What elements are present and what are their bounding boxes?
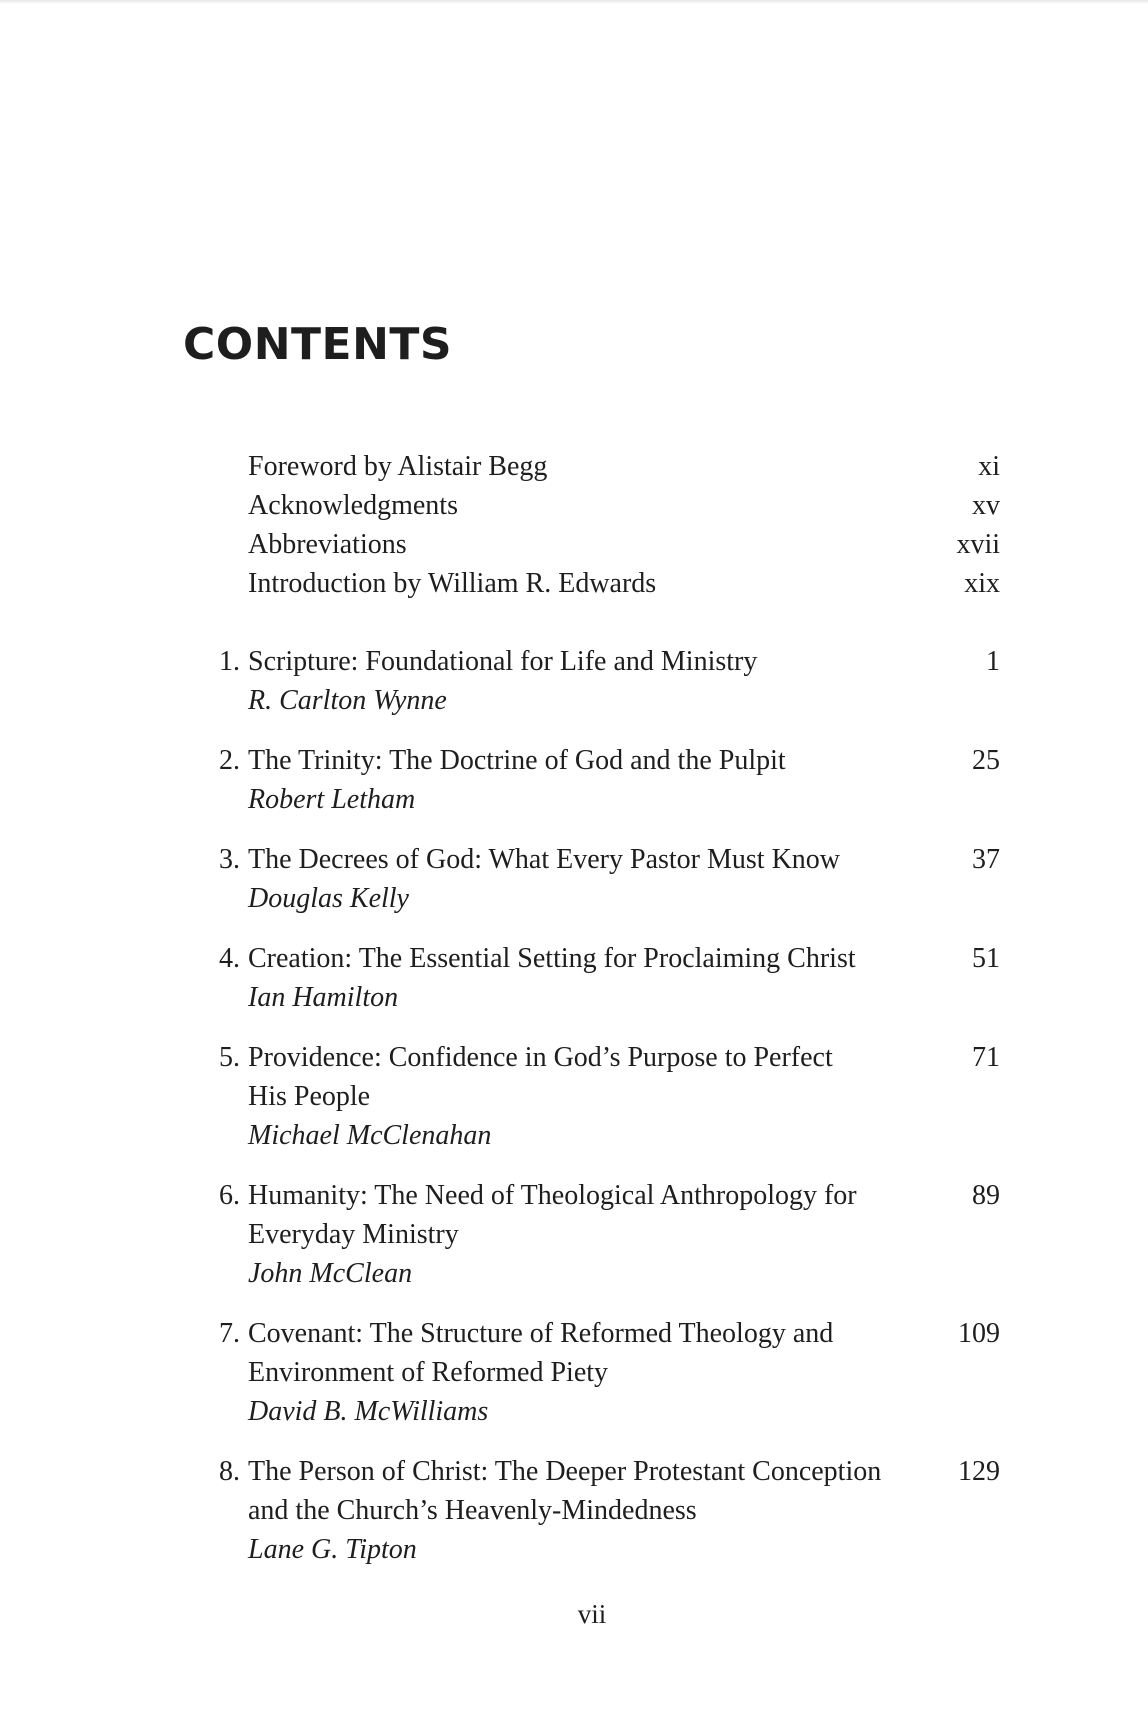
chapter-title: Creation: The Essential Setting for Proclaiming Christ (248, 943, 856, 974)
toc-chapter-8[interactable] (0, 1452, 1148, 1491)
toc-chapter-5[interactable] (0, 1038, 1148, 1077)
chapter-title-continued: Environment of Reformed Piety (248, 1357, 609, 1388)
toc-entry-page: xv (972, 490, 1000, 521)
chapter-number: 7. (219, 1318, 240, 1349)
toc-chapter-1[interactable] (0, 642, 1148, 681)
toc-entry-page: xi (978, 451, 1000, 482)
toc-chapter-1-author-row (0, 681, 1148, 720)
toc-chapter-8-author-row (0, 1530, 1148, 1569)
chapter-page: 109 (958, 1318, 1000, 1349)
chapter-number: 6. (219, 1180, 240, 1211)
toc-entry-label: Introduction by William R. Edwards (248, 568, 657, 599)
chapter-title: The Decrees of God: What Every Pastor Must Know (248, 844, 841, 875)
toc-chapter-4[interactable] (0, 939, 1148, 978)
chapter-page: 25 (972, 745, 1000, 776)
toc-chapter-7-title-cont (0, 1353, 1148, 1392)
toc-entry-foreword[interactable] (0, 447, 1148, 486)
toc-chapter-7[interactable] (0, 1314, 1148, 1353)
chapter-author: Douglas Kelly (248, 883, 409, 914)
chapter-number: 8. (219, 1456, 240, 1487)
chapter-page: 51 (972, 943, 1000, 974)
toc-entry-label: Abbreviations (248, 529, 407, 560)
toc-entry-page: xix (964, 568, 1000, 599)
chapter-title: Humanity: The Need of Theological Anthropology for (248, 1180, 857, 1211)
chapter-page: 1 (986, 646, 1000, 677)
chapter-author: R. Carlton Wynne (248, 685, 447, 716)
toc-chapter-6-title-cont (0, 1215, 1148, 1254)
chapter-title-continued: and the Church’s Heavenly-Mindedness (248, 1495, 697, 1526)
toc-chapter-2-author-row (0, 780, 1148, 819)
chapter-page: 37 (972, 844, 1000, 875)
chapter-title: Covenant: The Structure of Reformed Theology and (248, 1318, 834, 1349)
toc-chapter-6[interactable] (0, 1176, 1148, 1215)
toc-entry-acknowledgments[interactable] (0, 486, 1148, 525)
page-title: CONTENTS (183, 319, 453, 370)
chapter-number: 4. (219, 943, 240, 974)
toc-entry-introduction[interactable] (0, 564, 1148, 603)
chapter-title-continued: His People (248, 1081, 371, 1112)
chapter-title: Scripture: Foundational for Life and Ministry (248, 646, 758, 677)
chapter-number: 1. (219, 646, 240, 677)
toc-entry-label: Foreword by Alistair Begg (248, 451, 548, 482)
toc-chapter-5-title-cont (0, 1077, 1148, 1116)
chapter-number: 5. (219, 1042, 240, 1073)
toc-entry-label: Acknowledgments (248, 490, 458, 521)
toc-chapter-2[interactable] (0, 741, 1148, 780)
chapter-author: Michael McClenahan (248, 1120, 492, 1151)
chapter-page: 129 (958, 1456, 1000, 1487)
toc-entry-page: xvii (956, 529, 1000, 560)
chapter-number: 2. (219, 745, 240, 776)
chapter-author: Ian Hamilton (248, 982, 399, 1013)
toc-chapter-3[interactable] (0, 840, 1148, 879)
toc-chapter-4-author-row (0, 978, 1148, 1017)
chapter-title-continued: Everyday Ministry (248, 1219, 459, 1250)
chapter-author: Lane G. Tipton (248, 1534, 417, 1565)
chapter-author: John McClean (248, 1258, 413, 1289)
toc-entry-abbreviations[interactable] (0, 525, 1148, 564)
toc-chapter-5-author-row (0, 1116, 1148, 1155)
chapter-number: 3. (219, 844, 240, 875)
chapter-title: Providence: Confidence in God’s Purpose to Perfect (248, 1042, 833, 1073)
toc-chapter-3-author-row (0, 879, 1148, 918)
chapter-title: The Person of Christ: The Deeper Protestant Conception (248, 1456, 882, 1487)
chapter-page: 89 (972, 1180, 1000, 1211)
toc-chapter-8-title-cont (0, 1491, 1148, 1530)
chapter-page: 71 (972, 1042, 1000, 1073)
page-top-edge (0, 0, 1148, 4)
chapter-author: David B. McWilliams (248, 1396, 489, 1427)
chapter-author: Robert Letham (248, 784, 416, 815)
chapter-title: The Trinity: The Doctrine of God and the Pulpit (248, 745, 786, 776)
toc-chapter-7-author-row (0, 1392, 1148, 1431)
toc-chapter-6-author-row (0, 1254, 1148, 1293)
page-number-folio: vii (577, 1599, 607, 1629)
